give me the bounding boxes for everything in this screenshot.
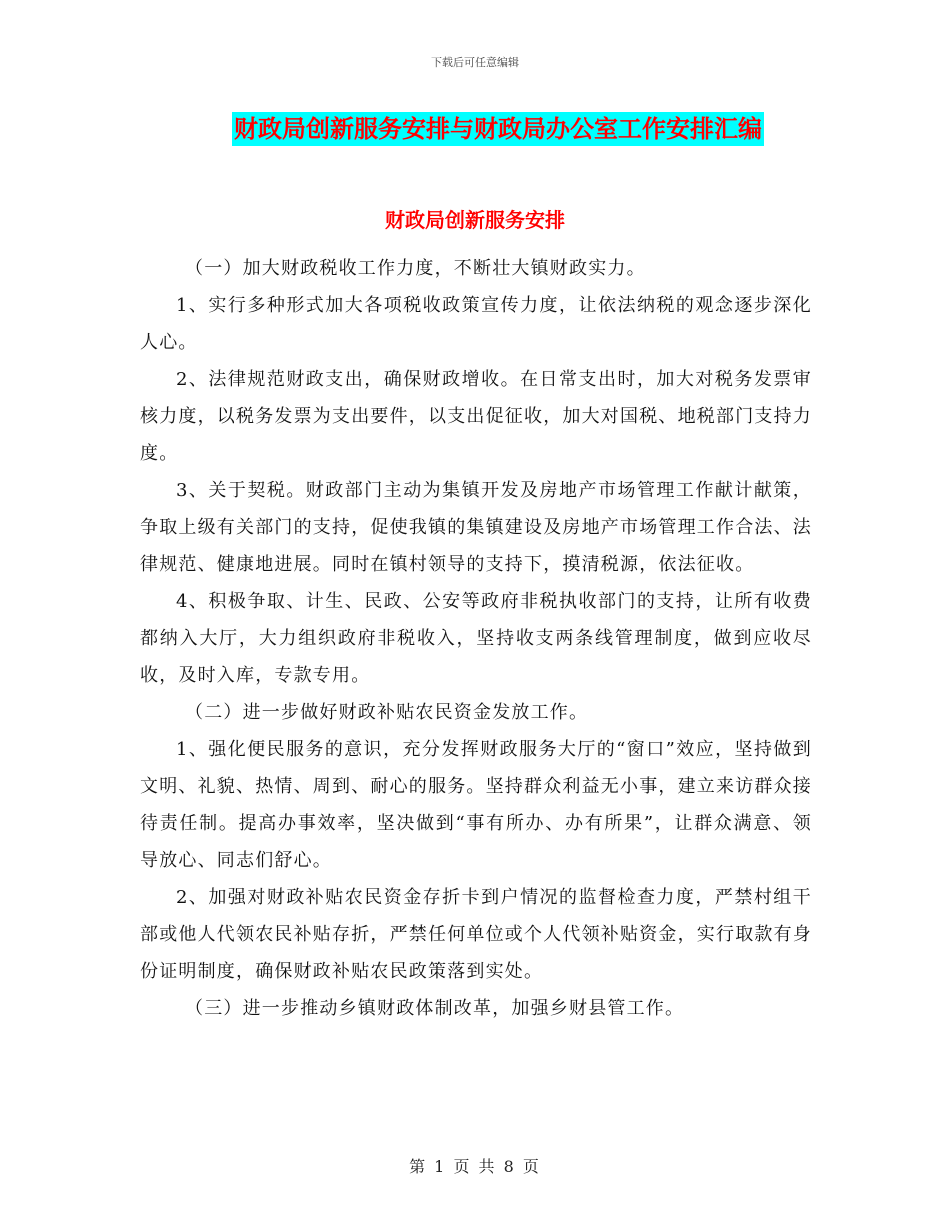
paragraph: （三）进一步推动乡镇财政体制改革，加强乡财县管工作。	[185, 998, 685, 1019]
paragraph: 1、强化便民服务的意识，充分发挥财政服务大厅的“窗口”效应，坚持做到文明、礼貌、热情、周到、耐心的服务。坚持群众利益无小事，建立来访群众接待责任制。提高办事效率，坚决做到“事有所办、办有所果”，让群众满意、领导放心、同志们舒心。	[140, 739, 812, 871]
paragraph: 3、关于契税。财政部门主动为集镇开发及房地产市场管理工作献计献策，争取上级有关部门的支持，促使我镇的集镇建设及房地产市场管理工作合法、法律规范、健康地进展。同时在镇村领导的支持下，摸清税源，依法征收。	[140, 480, 812, 575]
section-title: 财政局创新服务安排	[385, 208, 565, 232]
paragraph: 1、实行多种形式加大各项税收政策宣传力度，让依法纳税的观念逐步深化人心。	[140, 295, 812, 353]
main-title: 财政局创新服务安排与财政局办公室工作安排汇编	[232, 112, 764, 146]
paragraph: 2、法律规范财政支出，确保财政增收。在日常支出时，加大对税务发票审核力度，以税务发票为支出要件，以支出促征收，加大对国税、地税部门支持力度。	[140, 369, 812, 464]
main-title-container	[0, 112, 950, 146]
header-note: 下载后可任意编辑	[431, 56, 519, 69]
document-body	[140, 250, 812, 1027]
paragraph: 4、积极争取、计生、民政、公安等政府非税执收部门的支持，让所有收费都纳入大厅，大力组织政府非税收入，坚持收支两条线管理制度，做到应收尽收，及时入库，专款专用。	[140, 591, 812, 686]
paragraph: 2、加强对财政补贴农民资金存折卡到户情况的监督检查力度，严禁村组干部或他人代领农民补贴存折，严禁任何单位或个人代领补贴资金，实行取款有身份证明制度，确保财政补贴农民政策落到实处。	[140, 887, 812, 982]
paragraph: （一）加大财政税收工作力度，不断壮大镇财政实力。	[185, 258, 646, 279]
paragraph: （二）进一步做好财政补贴农民资金发放工作。	[185, 702, 589, 723]
page-footer: 第 1 页 共 8 页	[409, 1157, 541, 1176]
